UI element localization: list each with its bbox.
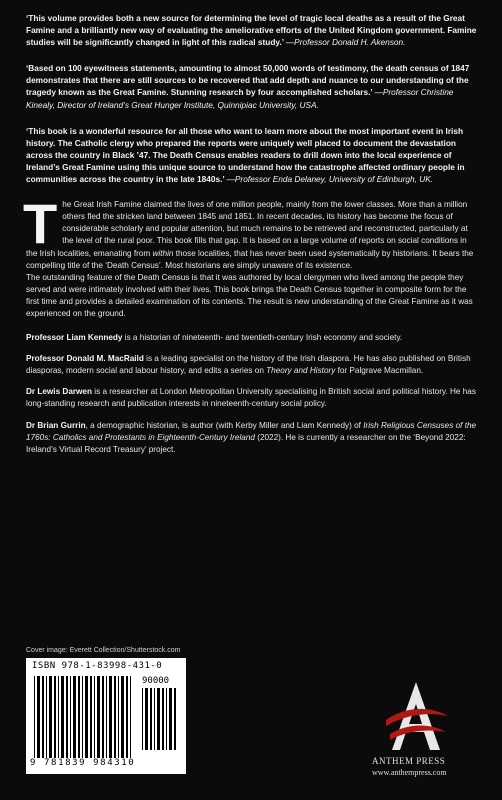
- description-text: he Great Irish Famine claimed the lives of one million people, mainly from the lower classes. More than a million others fled the stricken land between 1845 and 1851. In recent decades, its history has become the focus of considerable scholarly and popular attention, but much remains to be retrieved and reconstructed, particularly at the level of the rural poor. This book fills that gap. It is based on a large volume of reports on social conditions in the Irish localities, emanating from: [26, 200, 468, 258]
- author-bio: [26, 353, 478, 377]
- barcode-bar: [49, 676, 52, 758]
- author-bio-text-end: (2022). He is currently a researcher on the ‘Beyond 2022: Ireland’s Virtual Record Treasury’ project.: [26, 432, 466, 454]
- barcode-bar: [157, 688, 160, 750]
- barcode-bar: [61, 676, 64, 758]
- quote-text: ‘Based on 100 eyewitness statements, amounting to almost 50,000 words of testimony, the death census of 1847 demonstrates that there are still sources to be recovered that add depth and nuance to our understanding of the tragedy known as the Great Famine. Stunning research by four accomplished scholars.’: [26, 63, 470, 98]
- barcode-bar: [114, 676, 116, 758]
- quote-text: ‘This book is a wonderful resource for all those who want to learn more about the most important event in Irish history. The Catholic clergy who prepared the reports were uniquely well placed to document the devastation across the country in Black ’47. The Death Census enables readers to drill down into the local experience of Ireland’s Great Famine using this unique source to understand how the catastrophe affected ordinary people in communities across the country in the late 1840s.’: [26, 125, 465, 185]
- author-name: Dr Brian Gurrin: [26, 420, 86, 430]
- barcode-bar: [85, 676, 88, 758]
- review-quote: [26, 62, 478, 110]
- author-name: Professor Liam Kennedy: [26, 333, 123, 343]
- barcode-bar: [150, 688, 152, 750]
- description-italic: within: [152, 248, 174, 258]
- barcode-bar: [34, 676, 35, 758]
- author-bio-text: is a historian of nineteenth- and twentieth-century Irish economy and society.: [122, 333, 403, 343]
- barcode-bar: [70, 676, 71, 758]
- barcode-bar: [94, 676, 95, 758]
- quote-attribution: —Professor Enda Delaney, University of Edinburgh, UK.: [226, 174, 434, 185]
- barcode-bar: [66, 676, 68, 758]
- quote-attribution: —Professor Christine Kinealy, Director of Ireland’s Great Hunger Institute, Quinnipiac University, USA.: [26, 87, 454, 110]
- barcode-bar: [145, 688, 148, 750]
- barcode-bar: [97, 676, 100, 758]
- description-paragraph: [26, 272, 478, 320]
- publisher-url[interactable]: www.anthempress.com: [372, 768, 447, 777]
- back-cover-content: [23, 12, 478, 465]
- barcode-bar: [162, 688, 164, 750]
- barcode-bar: [102, 676, 104, 758]
- barcode-bar: [118, 676, 119, 758]
- book-title: Irish Religious Censuses of the 1760s: Catholics and Protestants in Eighteenth-Century Ireland: [26, 420, 477, 442]
- author-bio-text: is a researcher at London Metropolitan University specialising in British social and political history. He has long-standing research and publication interests in nineteenth-century social policy.: [26, 387, 476, 409]
- anthem-press-logo: [376, 676, 456, 766]
- barcode-bar: [73, 676, 76, 758]
- barcode-bar: [78, 676, 80, 758]
- barcode-bar: [121, 676, 124, 758]
- publisher-name: ANTHEM PRESS: [372, 756, 446, 766]
- barcode-bars: [34, 676, 134, 758]
- barcode-bar: [46, 676, 47, 758]
- author-name: Dr Lewis Darwen: [26, 387, 92, 397]
- author-bio: [26, 386, 478, 410]
- barcode-bar: [142, 688, 143, 750]
- review-quote: [26, 125, 478, 185]
- barcode-bar: [58, 676, 59, 758]
- series-title: Theory and History: [266, 366, 336, 376]
- description-text: The outstanding feature of the Death Census is that it was authored by local clergymen who lived among the people they served and were intimately involved with their lives. This book brings the Death Census together in composite form for the first time and provides a detailed examination of its contents. The result is new understanding of the Great Famine as it was experienced on the ground.: [26, 272, 473, 318]
- author-bio-text-end: for Palgrave Macmillan.: [335, 366, 424, 376]
- barcode-bar: [42, 676, 44, 758]
- logo-letter-a-icon: [386, 682, 448, 750]
- author-bio: [26, 420, 478, 456]
- author-bio: [26, 332, 478, 344]
- quote-text: ‘This volume provides both a new source for determining the level of tragic local deaths as a result of the Great Famine and a brilliantly new way of evaluating the ameliorative efforts of the United Kingdom government. Famine studies will be significantly changed in light of this radical study.’: [26, 13, 477, 48]
- barcode-bar: [126, 676, 128, 758]
- quote-attribution: —Professor Donald H. Akenson.: [285, 37, 406, 48]
- price-code: 90000: [142, 676, 170, 686]
- author-name: Professor Donald M. MacRaild: [26, 354, 144, 364]
- barcode-bar: [90, 676, 92, 758]
- barcode-digits: 9 781839 984310: [30, 758, 136, 768]
- barcode-bar: [106, 676, 107, 758]
- barcode-bar: [109, 676, 112, 758]
- isbn-number: ISBN 978-1-83998-431-0: [32, 661, 163, 671]
- review-quote: [26, 12, 478, 48]
- author-bio-text: is a leading specialist on the history of the Irish diaspora. He has also published on British diasporas, modern social and labour history, and edits a series on: [26, 354, 471, 376]
- author-bio-text: , a demographic historian, is author (with Kerby Miller and Liam Kennedy) of: [85, 420, 364, 430]
- barcode-bar: [54, 676, 56, 758]
- drop-cap: T: [23, 192, 58, 256]
- barcode-bar: [169, 688, 172, 750]
- barcode-bar: [82, 676, 83, 758]
- description-paragraph: [23, 192, 478, 272]
- barcode-bar: [174, 688, 176, 750]
- isbn-barcode: [26, 658, 186, 774]
- barcode-bar: [166, 688, 167, 750]
- price-barcode-bars: [142, 688, 180, 750]
- description-text-end: those localities, that has never been used systematically by historians. It bears the compelling title of the ‘Death Census’. Most historians are simply unaware of its existence.: [26, 248, 474, 270]
- cover-image-credit: Cover image: Everett Collection/Shutterstock.com: [26, 647, 181, 654]
- barcode-bar: [154, 688, 155, 750]
- barcode-bar: [37, 676, 40, 758]
- barcode-bar: [130, 676, 131, 758]
